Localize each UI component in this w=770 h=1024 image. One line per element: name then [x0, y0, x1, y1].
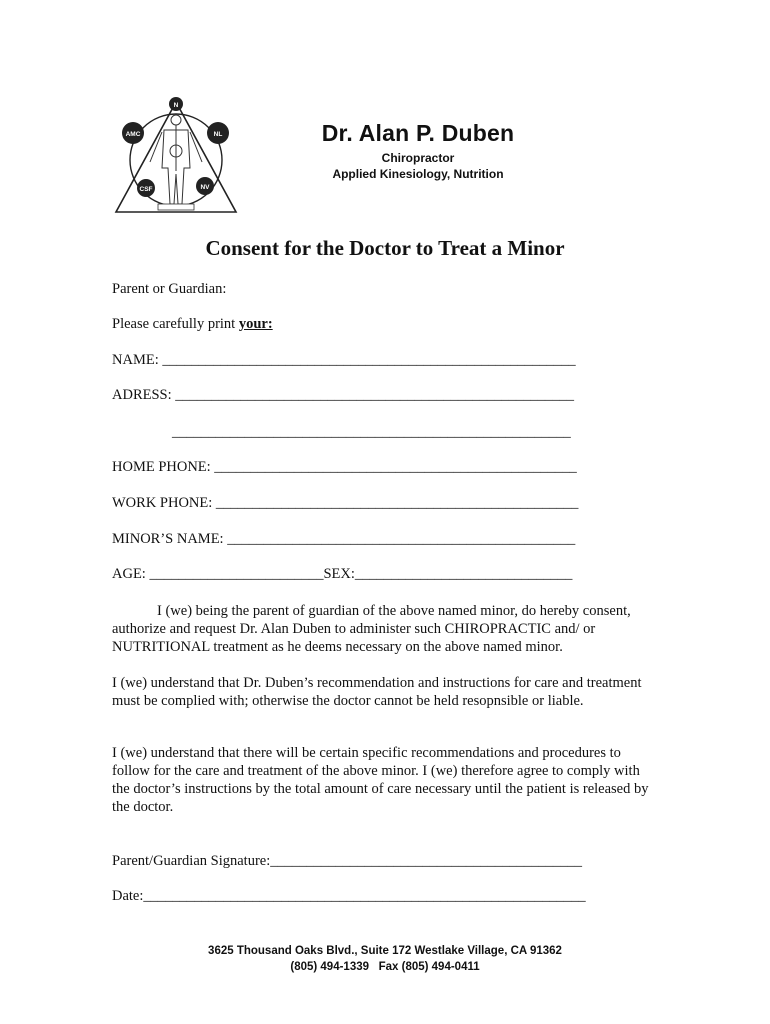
print-instruction	[112, 316, 273, 333]
guardian-signature-field[interactable]: Parent/Guardian Signature:___________________________________________	[112, 853, 582, 869]
age-sex-field[interactable]: AGE: ________________________SEX:______________________________	[112, 566, 573, 582]
address-field[interactable]: ADRESS: _______________________________________________________	[112, 387, 575, 403]
form-title-text: Consent for the Doctor to Treat a Minor	[205, 236, 565, 260]
profession-subtitle: Chiropractor	[381, 151, 455, 165]
name-field[interactable]: NAME: _________________________________________________________	[112, 352, 576, 368]
date-field[interactable]: Date:_____________________________________________________________	[112, 888, 586, 904]
compliance-paragraph: I (we) understand that Dr. Duben’s recommendation and instructions for care and treatment must be complied with; otherwise the doctor cannot be held resopnsible or liable.	[112, 675, 642, 709]
logo-label-nv: NV	[200, 184, 210, 191]
address-field-line-2[interactable]: _______________________________________________________	[172, 424, 571, 440]
work-phone-field[interactable]: WORK PHONE: __________________________________________________	[112, 495, 579, 511]
form-title	[0, 236, 770, 261]
parent-guardian-label: Parent or Guardian:	[112, 281, 227, 297]
clinic-logo	[110, 96, 242, 218]
logo-label-nl: NL	[213, 131, 223, 138]
footer-address: 3625 Thousand Oaks Blvd., Suite 172 Westlake Village, CA 91362	[208, 945, 562, 957]
logo-label-csf: CSF	[139, 186, 153, 193]
home-phone-field[interactable]: HOME PHONE: __________________________________________________	[112, 459, 577, 475]
print-instruction-emphasis: your:	[238, 316, 273, 332]
minor-name-field[interactable]: MINOR’S NAME: ________________________________________________	[112, 531, 576, 547]
footer-phones: (805) 494-1339 Fax (805) 494-0411	[290, 961, 480, 973]
logo-label-amc: AMC	[125, 131, 141, 138]
doctor-name: Dr. Alan P. Duben	[321, 120, 515, 146]
logo-label-n: N	[173, 102, 179, 109]
agreement-paragraph: I (we) understand that there will be certain specific recommendations and procedures to follow for the care and treatment of the above minor. I (we) therefore agree to comply with the doctor’s instructions by the total amount of care necessary until the patient is released by the doctor.	[112, 745, 649, 815]
specialty-subtitle: Applied Kinesiology, Nutrition	[332, 167, 504, 181]
consent-paragraph: I (we) being the parent of guardian of the above named minor, do hereby consent, authorize and request Dr. Alan Duben to administer such CHIROPRACTIC and/ or NUTRITIONAL treatment as he deems necessary on the above named minor.	[112, 603, 631, 655]
print-instruction-prefix: Please carefully print	[112, 316, 239, 332]
